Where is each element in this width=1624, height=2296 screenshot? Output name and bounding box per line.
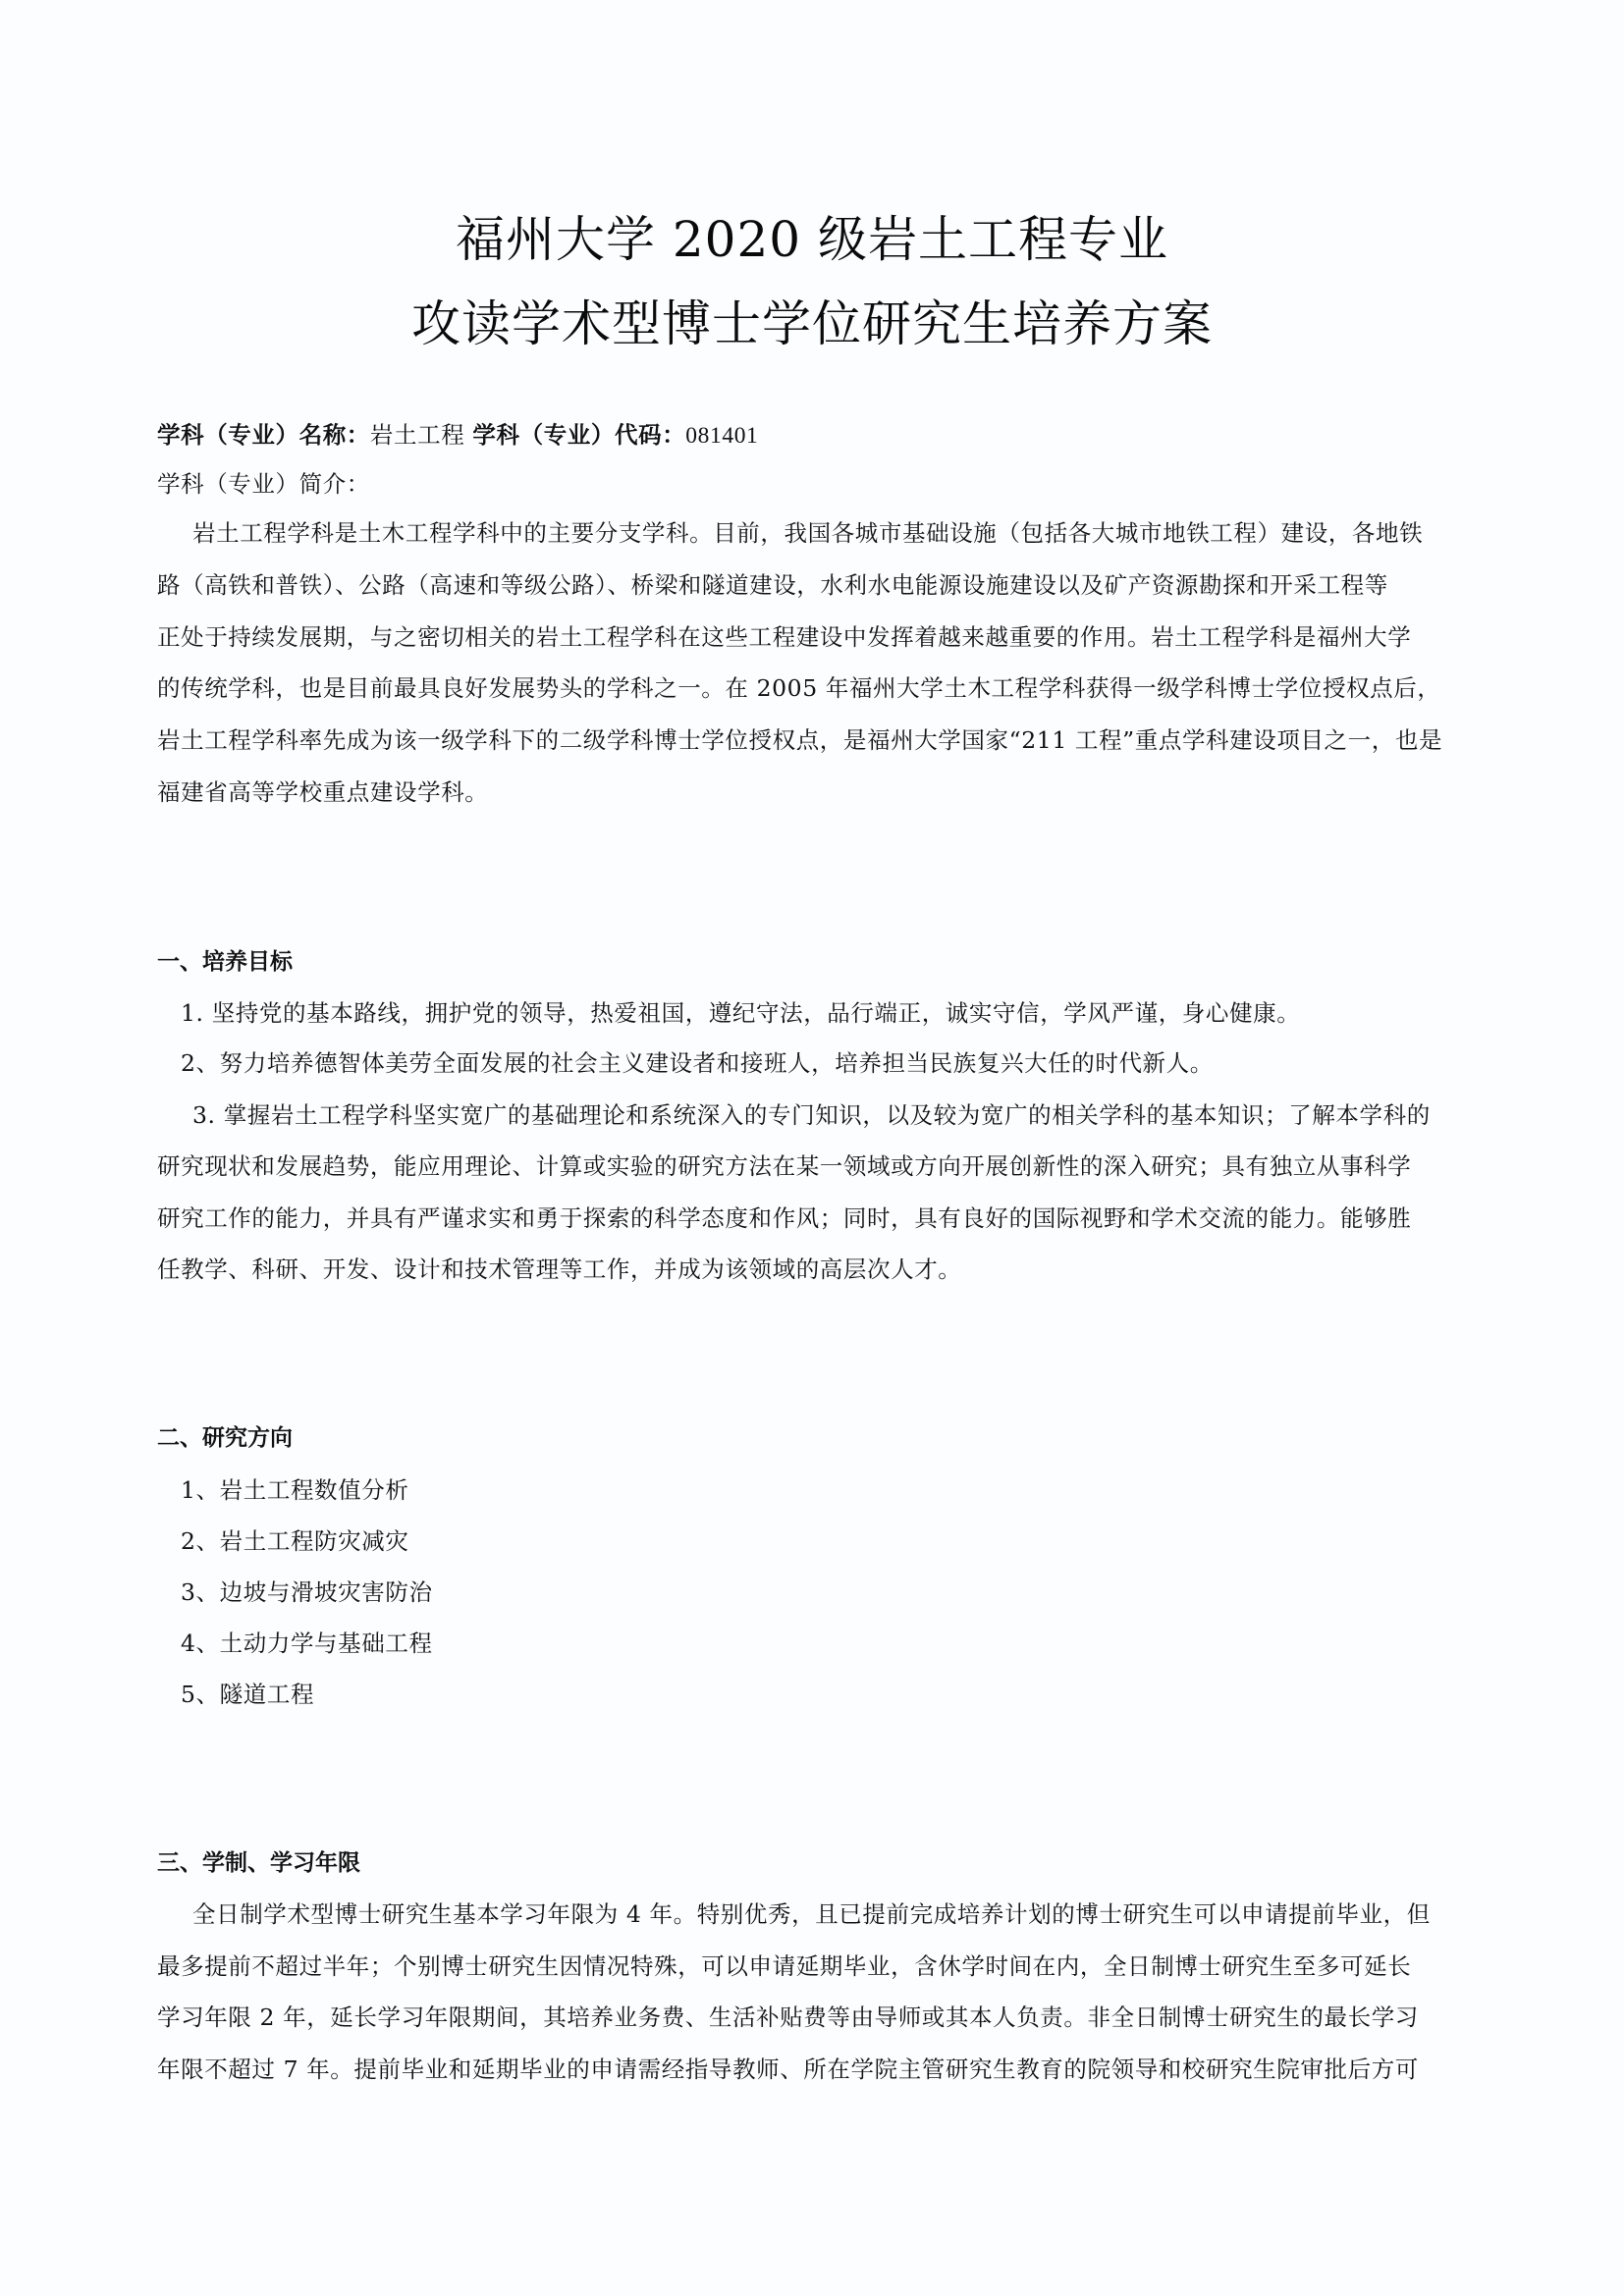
- section-heading-research-directions: 二、研究方向: [157, 1425, 293, 1451]
- study-duration-line: 最多提前不超过半年；个别博士研究生因情况特殊，可以申请延期毕业，含休学时间在内，全日制博士研究生至多可延长: [157, 1952, 1412, 1980]
- goal-item-2: 2、努力培养德智体美劳全面发展的社会主义建设者和接班人，培养担当民族复兴大任的时代新人。: [181, 1049, 1214, 1077]
- discipline-meta: [157, 420, 1473, 451]
- discipline-code-label: 学科（专业）代码：: [472, 421, 686, 449]
- study-duration-line: 学习年限 2 年，延长学习年限期间，其培养业务费、生活补贴费等由导师或其本人负责。非全日制博士研究生的最长学习: [157, 2003, 1419, 2031]
- section-heading-study-duration: 三、学制、学习年限: [157, 1850, 360, 1876]
- intro-line: 正处于持续发展期，与之密切相关的岩土工程学科在这些工程建设中发挥着越来越重要的作用。岩土工程学科是福州大学: [157, 623, 1412, 651]
- goal-item-3-line: 研究现状和发展趋势，能应用理论、计算或实验的研究方法在某一领域或方向开展创新性的深入研究；具有独立从事科学: [157, 1152, 1412, 1180]
- intro-line: 路（高铁和普铁）、公路（高速和等级公路）、桥梁和隧道建设，水利水电能源设施建设以及矿产资源勘探和开采工程等: [157, 571, 1388, 599]
- goal-item-3-line: 任教学、科研、开发、设计和技术管理等工作，并成为该领域的高层次人才。: [157, 1255, 962, 1283]
- research-direction-item: 1、岩土工程数值分析: [181, 1476, 409, 1504]
- intro-line: 岩土工程学科率先成为该一级学科下的二级学科博士学位授权点，是福州大学国家“211 工程”重点学科建设项目之一，也是: [157, 726, 1443, 754]
- intro-line: 岩土工程学科是土木工程学科中的主要分支学科。目前，我国各城市基础设施（包括各大城市地铁工程）建设，各地铁: [192, 519, 1424, 547]
- research-direction-item: 4、土动力学与基础工程: [181, 1629, 433, 1657]
- goal-item-3-line: 3. 掌握岩土工程学科坚实宽广的基础理论和系统深入的专门知识，以及较为宽广的相关学科的基本知识；了解本学科的: [192, 1101, 1431, 1129]
- intro-label: 学科（专业）简介：: [157, 470, 370, 498]
- document-title-line-1: 福州大学 2020 级岩土工程专业: [455, 211, 1169, 268]
- section-heading-training-goals: 一、培养目标: [157, 949, 293, 975]
- study-duration-line: 全日制学术型博士研究生基本学习年限为 4 年。特别优秀，且已提前完成培养计划的博士研究生可以申请提前毕业，但: [192, 1900, 1431, 1928]
- discipline-code-value: 081401: [685, 423, 759, 449]
- study-duration-line: 年限不超过 7 年。提前毕业和延期毕业的申请需经指导教师、所在学院主管研究生教育的院领导和校研究生院审批后方可: [157, 2056, 1419, 2083]
- document-title-line-2: 攻读学术型博士学位研究生培养方案: [411, 295, 1213, 352]
- research-direction-item: 2、岩土工程防灾减灾: [181, 1527, 409, 1555]
- research-direction-item: 5、隧道工程: [181, 1681, 315, 1708]
- discipline-name-label: 学科（专业）名称：: [157, 421, 370, 449]
- discipline-name-value: 岩土工程: [369, 421, 465, 449]
- intro-line: 福建省高等学校重点建设学科。: [157, 778, 489, 806]
- goal-item-3-line: 研究工作的能力，并具有严谨求实和勇于探索的科学态度和作风；同时，具有良好的国际视野和学术交流的能力。能够胜: [157, 1204, 1412, 1232]
- goal-item-1: 1. 坚持党的基本路线，拥护党的领导，热爱祖国，遵纪守法，品行端正，诚实守信，学风严谨，身心健康。: [181, 999, 1301, 1027]
- intro-line: 的传统学科，也是目前最具良好发展势头的学科之一。在 2005 年福州大学土木工程学科获得一级学科博士学位授权点后，: [157, 674, 1441, 702]
- research-direction-item: 3、边坡与滑坡灾害防治: [181, 1578, 433, 1606]
